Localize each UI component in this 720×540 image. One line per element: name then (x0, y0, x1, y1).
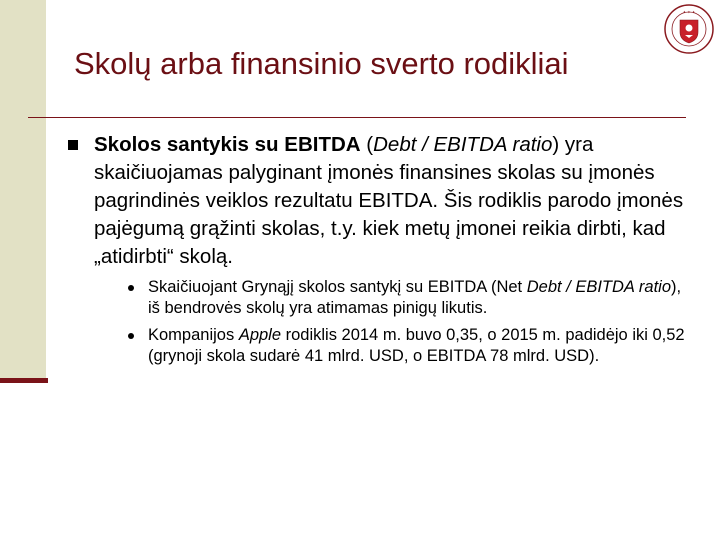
sub-bullet-italic: Apple (238, 326, 282, 344)
sub-bullet-text: rodiklis 2014 m. buvo 0,35, o 2015 m. padidėjo iki 0,52 (grynoji skola sudarė 41 mlrd. USD, o EBITDA 78 mlrd. USD). (148, 326, 685, 365)
square-bullet-icon (68, 140, 78, 150)
sub-bullet-italic: Debt / EBITDA ratio (526, 278, 672, 296)
round-bullet-icon (128, 333, 134, 339)
main-bullet-bold-lead: Skolos santykis su EBITDA (94, 133, 361, 156)
round-bullet-icon (128, 285, 134, 291)
sub-bullet (123, 277, 692, 319)
title-divider (28, 117, 686, 118)
sub-bullet-text: Skaičiuojant Grynąjį skolos santykį su EBITDA (Net (148, 278, 527, 296)
slide-title: Skolų arba finansinio sverto rodikliai (74, 46, 569, 81)
main-bullet-text: ) yra skaičiuojamas palyginant įmonės finansines skolas su įmonės pagrindinės veiklos rezultatu EBITDA. Šis rodiklis parodo įmonės pajėgumą grąžinti skolas, t.y. kiek metų įmonei reikia dirbti, kad „atidirbti“ skolą. (94, 133, 684, 268)
left-decorative-bar (0, 0, 46, 383)
sub-bullet-list (64, 277, 692, 367)
main-bullet-italic-term: Debt / EBITDA ratio (373, 133, 553, 156)
left-bar-accent (0, 378, 48, 383)
sub-bullet (123, 325, 692, 367)
main-bullet-paren: ( (360, 133, 374, 156)
university-seal-icon (664, 4, 714, 54)
sub-bullet-text: ), iš bendrovės skolų yra atimamas pinigų likutis. (148, 278, 682, 317)
sub-bullet-text: Kompanijos (148, 326, 239, 344)
svg-text:✦ ✦ ✦: ✦ ✦ ✦ (682, 9, 696, 15)
main-bullet (64, 131, 692, 271)
slide-content (64, 131, 692, 373)
